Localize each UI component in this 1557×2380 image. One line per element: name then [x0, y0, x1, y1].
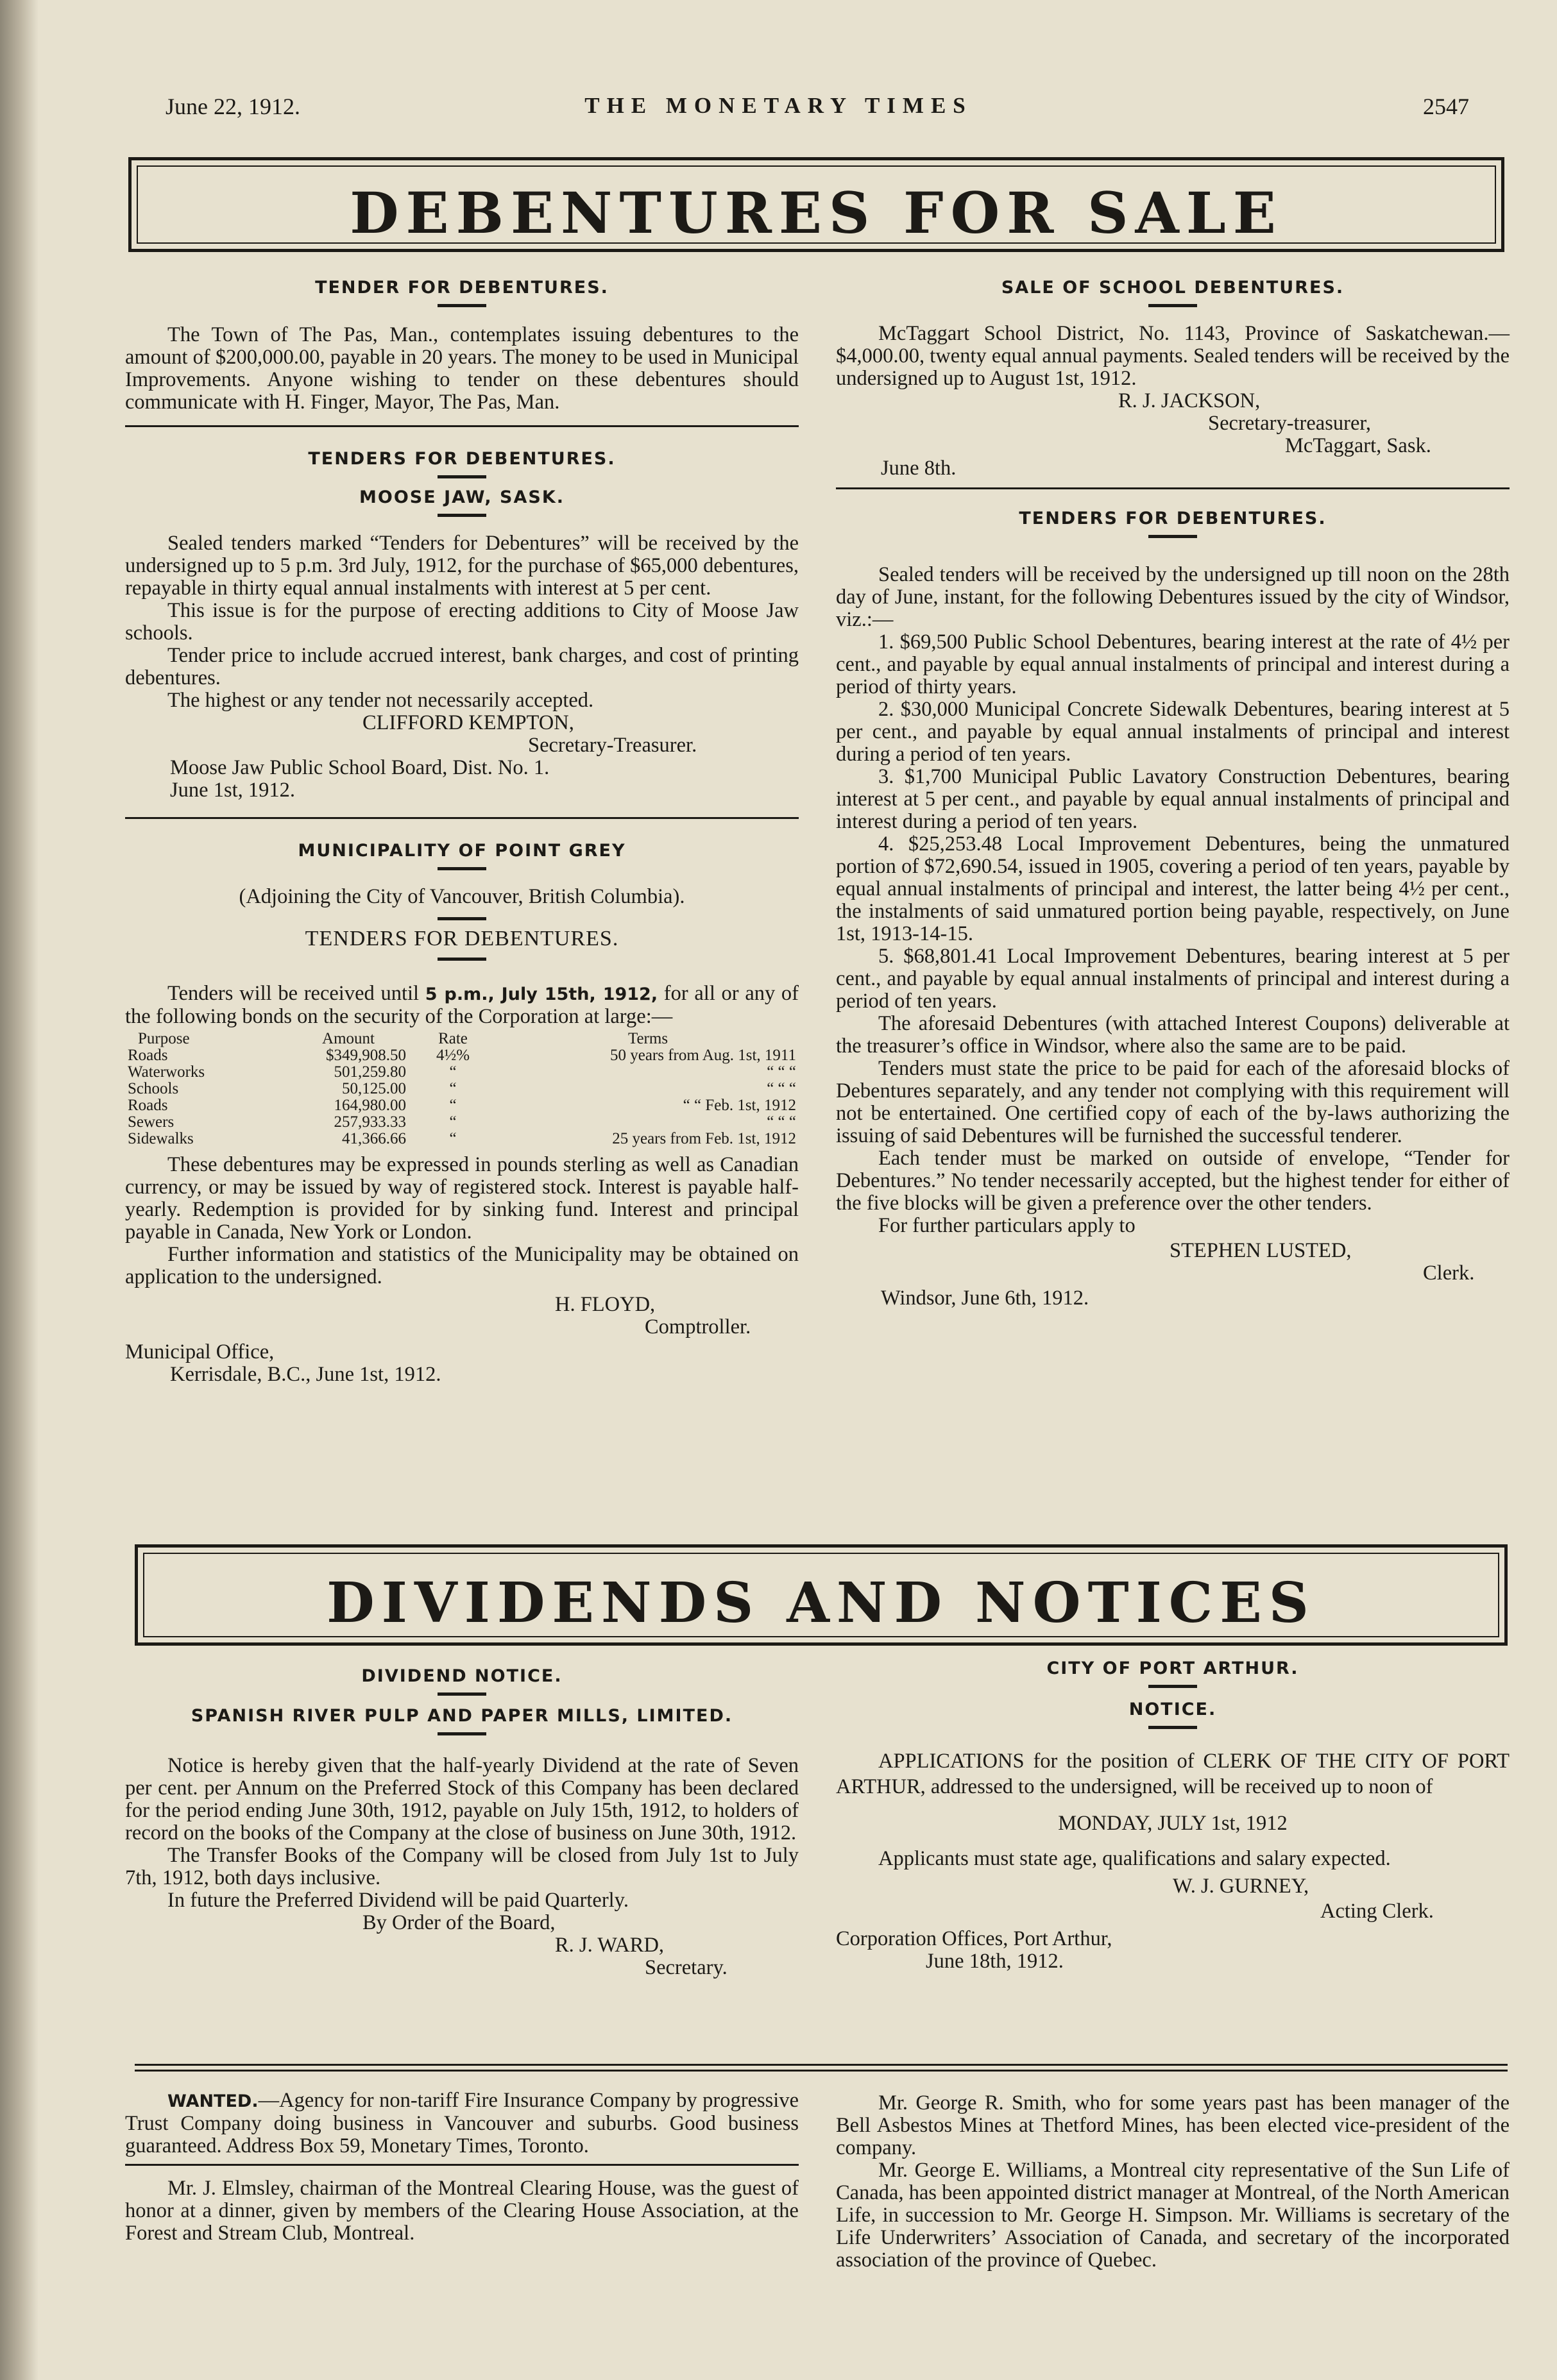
signer-title: Comptroller. [645, 1315, 751, 1338]
left-column-notices [125, 1666, 799, 1979]
section-rule [125, 2164, 799, 2166]
divider [1148, 1685, 1197, 1688]
right-column-notices [836, 1658, 1510, 1973]
signer-place: McTaggart, Sask. [1285, 434, 1431, 457]
paragraph: Sealed tenders marked “Tenders for Debentures” will be received by the undersigned up to 5 p.m. 3rd July, 1912, for the purchase of $65,000 debentures, repayable in thirty equal annual instalments with interest at 5 per cent. [125, 532, 799, 600]
right-column-debentures [836, 278, 1510, 1310]
table-row [125, 1081, 799, 1097]
paragraph: Sealed tenders will be received by the undersigned up till noon on the 28th day of June, instant, for the following Debentures issued by the city of Windsor, viz.:— [836, 563, 1510, 631]
column-header: Purpose [138, 1030, 190, 1047]
signer-title: Acting Clerk. [1320, 1900, 1434, 1923]
notice-heading: TENDER FOR DEBENTURES. [315, 278, 609, 298]
notice-heading: CITY OF PORT ARTHUR. [1046, 1658, 1299, 1678]
signer-name: CLIFFORD KEMPTON, [362, 711, 574, 734]
table-cell: 50 years from Aug. 1st, 1911 [609, 1047, 796, 1064]
place-date: Windsor, June 6th, 1912. [881, 1287, 1089, 1310]
table-cell: “ “ “ [767, 1063, 796, 1081]
divider [438, 514, 486, 517]
paragraph: Further information and statistics of the Municipality may be obtained on application to the undersigned. [125, 1243, 799, 1288]
paragraph: Tender price to include accrued interest, bank charges, and cost of printing debentures. [125, 644, 799, 689]
divider [438, 1692, 486, 1696]
table-cell: 25 years from Feb. 1st, 1912 [612, 1130, 796, 1147]
notice-body: McTaggart School District, No. 1143, Province of Saskatchewan.—$4,000.00, twenty equal annual payments. Sealed tenders will be received by the undersigned up to August 1st, 1912. [836, 322, 1510, 390]
column-header: Rate [438, 1030, 468, 1047]
divider [438, 867, 486, 870]
table-cell: 50,125.00 [342, 1080, 406, 1097]
divider [438, 475, 486, 478]
wanted-ad [125, 2089, 799, 2157]
bonds-table [125, 1031, 799, 1147]
paragraph: In future the Preferred Dividend will be paid Quarterly. [167, 1889, 629, 1912]
wanted-label: WANTED. [167, 2091, 259, 2111]
paragraph: The highest or any tender not necessarily accepted. [167, 689, 594, 712]
paragraph: Each tender must be marked on outside of envelope, “Tender for Debentures.” No tender necessarily accepted, but the highest tender for either of the five blocks will be given a preference over the other tenders. [836, 1147, 1510, 1215]
table-cell: 257,933.33 [334, 1113, 406, 1131]
signer-title: Clerk. [1423, 1262, 1475, 1285]
paragraph: These debentures may be expressed in pounds sterling as well as Canadian currency, or may be issued by way of registered stock. Interest is payable half-yearly. Redemption is provided for by sinking fund. Interest and principal payable in Canada, New York or London. [125, 1153, 799, 1244]
list-item: 3. $1,700 Municipal Public Lavatory Construction Debentures, bearing interest at 5 per cent., and payable by equal annual instalments of principal and interest during a period of ten years. [836, 765, 1510, 833]
notice-subheading: NOTICE. [1128, 1700, 1217, 1719]
debentures-banner [128, 157, 1504, 252]
notice-subheading: MOOSE JAW, SASK. [359, 487, 565, 507]
paragraph: Tenders must state the price to be paid for each of the aforesaid blocks of Debentures separately, and any tender not complying with this requirement will not be entertained. One certified copy of each of the by-laws authorizing the issuing of said Debentures will be furnished the successful tenderer. [836, 1057, 1510, 1147]
notice-date: June 8th. [881, 457, 957, 480]
table-cell: Waterworks [128, 1063, 205, 1081]
notice-heading: MUNICIPALITY OF POINT GREY [298, 841, 626, 861]
table-cell: Roads [128, 1047, 168, 1064]
dividends-banner-title: DIVIDENDS AND NOTICES [327, 1571, 1316, 1635]
list-item: 5. $68,801.41 Local Improvement Debentures, bearing interest at 5 per cent., and payable by equal annual instalments of principal and interest during a period of ten years. [836, 945, 1510, 1013]
notice-the-pas [125, 278, 799, 414]
paragraph: The Transfer Books of the Company will be closed from July 1st to July 7th, 1912, both days inclusive. [125, 1844, 799, 1889]
notice-body: The Town of The Pas, Man., contemplates issuing debentures to the amount of $200,000.00, payable in 20 years. The money to be used in Municipal Improvements. Anyone wishing to tender on these debentures should communicate with H. Finger, Mayor, The Pas, Man. [125, 323, 799, 414]
office-line: Corporation Offices, Port Arthur, [836, 1927, 1112, 1950]
table-row [125, 1047, 799, 1064]
table-cell: 41,366.66 [342, 1130, 406, 1147]
board-name: Moose Jaw Public School Board, Dist. No. 1. [170, 756, 550, 779]
table-cell: “ [449, 1113, 457, 1131]
section-rule [125, 425, 799, 427]
debentures-banner-title: DEBENTURES FOR SALE [350, 180, 1283, 246]
divider [1148, 1726, 1197, 1729]
office-line: Municipal Office, [125, 1340, 275, 1363]
notice-mctaggart-school [836, 278, 1510, 480]
table-cell: 4½% [436, 1047, 470, 1064]
left-column-debentures [125, 278, 799, 1386]
table-cell: “ “ “ [767, 1113, 796, 1131]
table-cell: $349,908.50 [326, 1047, 406, 1064]
notice-adjoining: (Adjoining the City of Vancouver, British Columbia). [239, 885, 685, 908]
paragraph: Notice is hereby given that the half-yearly Dividend at the rate of Seven per cent. per Annum on the Preferred Stock of this Company has been declared for the period ending June 30th, 1912, payable on July 15th, 1912, to holders of record on the books of the Company at the close of business on June 30th, 1912. [125, 1754, 799, 1844]
notice-heading: TENDERS FOR DEBENTURES. [1019, 509, 1327, 528]
signer-name: W. J. GURNEY, [1173, 1875, 1309, 1898]
order-line: By Order of the Board, [362, 1911, 556, 1934]
table-cell: “ [449, 1130, 457, 1147]
table-cell: “ “ “ [767, 1080, 796, 1097]
divider [438, 917, 486, 920]
table-header-row [125, 1031, 799, 1047]
signer-title: Secretary. [645, 1956, 727, 1979]
paragraph [125, 983, 799, 1028]
table-cell: Sewers [128, 1113, 174, 1131]
column-header: Terms [627, 1030, 668, 1047]
table-cell: “ “ Feb. 1st, 1912 [683, 1097, 796, 1114]
section-rule [836, 487, 1510, 489]
news-item-smith: Mr. George R. Smith, who for some years past has been manager of the Bell Asbestos Mines at Thetford Mines, has been elected vice-president of the company. [836, 2091, 1510, 2159]
table-row [125, 1064, 799, 1081]
section-double-rule [135, 2064, 1508, 2072]
notice-heading: TENDERS FOR DEBENTURES. [308, 449, 616, 469]
page-gutter-shadow [0, 0, 38, 2380]
notice-windsor [836, 509, 1510, 1310]
table-row [125, 1131, 799, 1147]
header-publication-title: THE MONETARY TIMES [584, 93, 973, 118]
intro-text: Tenders will be received until [167, 982, 425, 1005]
divider [1148, 304, 1197, 307]
table-cell: 501,259.80 [334, 1063, 406, 1081]
paragraph: This issue is for the purpose of erecting additions to City of Moose Jaw schools. [125, 599, 799, 645]
divider [438, 304, 486, 307]
table-row [125, 1114, 799, 1131]
list-item: 4. $25,253.48 Local Improvement Debentures, being the unmatured portion of $72,690.54, issued in 1905, covering a period of ten years, payable by equal annual instalments of principal and interest, the latter being 4½ per cent., the instalments of said unmatured portion being payable, respectively, on June 1st, 1913-14-15. [836, 832, 1510, 945]
dividends-banner [135, 1544, 1508, 1646]
table-cell: Roads [128, 1097, 168, 1114]
intro-text: for all or any of the following bonds on the security of the Corporation at large:— [125, 982, 799, 1028]
signer-name: R. J. WARD, [555, 1934, 665, 1957]
notice-point-grey [125, 841, 799, 1386]
notice-heading: SALE OF SCHOOL DEBENTURES. [1001, 278, 1345, 298]
notice-moose-jaw [125, 449, 799, 802]
deadline-date: MONDAY, JULY 1st, 1912 [1058, 1812, 1288, 1835]
header-page-number: 2547 [1423, 94, 1469, 119]
company-name: SPANISH RIVER PULP AND PAPER MILLS, LIMITED. [191, 1706, 733, 1726]
table-cell: “ [449, 1080, 457, 1097]
notice-port-arthur [836, 1658, 1510, 1973]
wanted-body: —Agency for non-tariff Fire Insurance Company by progressive Trust Company doing business in Vancouver and suburbs. Good business guaranteed. Address Box 59, Monetary Times, Toronto. [125, 2089, 799, 2157]
table-cell: Sidewalks [128, 1130, 194, 1147]
divider [1148, 535, 1197, 538]
notice-heading: DIVIDEND NOTICE. [361, 1666, 563, 1686]
table-cell: Schools [128, 1080, 179, 1097]
news-item-elmsley: Mr. J. Elmsley, chairman of the Montreal Clearing House, was the guest of honor at a dinner, given by members of the Clearing House Association, at the Forest and Stream Club, Montreal. [125, 2177, 799, 2245]
column-header: Amount [322, 1030, 375, 1047]
paragraph: APPLICATIONS for the position of CLERK OF THE CITY OF PORT ARTHUR, addressed to the undersigned, will be received up to noon of [836, 1750, 1510, 1798]
paragraph: The aforesaid Debentures (with attached Interest Coupons) deliverable at the treasurer’s office in Windsor, where also the same are to be paid. [836, 1012, 1510, 1058]
notice-date: June 1st, 1912. [170, 779, 295, 802]
header-date: June 22, 1912. [166, 94, 300, 119]
signer-title: Secretary-treasurer, [1208, 412, 1372, 435]
signer-name: R. J. JACKSON, [1118, 389, 1261, 412]
news-item-williams: Mr. George E. Williams, a Montreal city representative of the Sun Life of Canada, has been appointed district manager at Montreal, of the North American Life, in succession to Mr. George H. Simpson. Mr. Williams is secretary of the Life Underwriters’ Association of Canada, and secretary of the incorporated association of the province of Quebec. [836, 2159, 1510, 2272]
table-cell: “ [449, 1063, 457, 1081]
signer-title: Secretary-Treasurer. [528, 734, 697, 757]
signer-name: STEPHEN LUSTED, [1170, 1239, 1352, 1262]
signer-name: H. FLOYD, [555, 1293, 656, 1316]
left-column-bottom [125, 2089, 799, 2245]
table-cell: “ [449, 1097, 457, 1114]
table-cell: 164,980.00 [334, 1097, 406, 1114]
divider [438, 1732, 486, 1735]
notice-spanish-river-dividend [125, 1666, 799, 1979]
divider [438, 958, 486, 961]
right-column-bottom [836, 2092, 1510, 2272]
deadline: 5 p.m., July 15th, 1912, [425, 984, 658, 1004]
notice-date: June 18th, 1912. [926, 1950, 1064, 1973]
table-row [125, 1097, 799, 1114]
notice-subheading: TENDERS FOR DEBENTURES. [305, 927, 619, 950]
list-item: 1. $69,500 Public School Debentures, bearing interest at the rate of 4½ per cent., and payable by equal annual instalments of principal and interest during a period of thirty years. [836, 630, 1510, 698]
place-date: Kerrisdale, B.C., June 1st, 1912. [170, 1363, 441, 1386]
paragraph: Applicants must state age, qualifications and salary expected. [878, 1847, 1391, 1870]
paragraph: For further particulars apply to [878, 1214, 1136, 1237]
section-rule [125, 817, 799, 819]
list-item: 2. $30,000 Municipal Concrete Sidewalk Debentures, bearing interest at 5 per cent., and payable by equal annual instalments of principal and interest during a period of ten years. [836, 698, 1510, 766]
